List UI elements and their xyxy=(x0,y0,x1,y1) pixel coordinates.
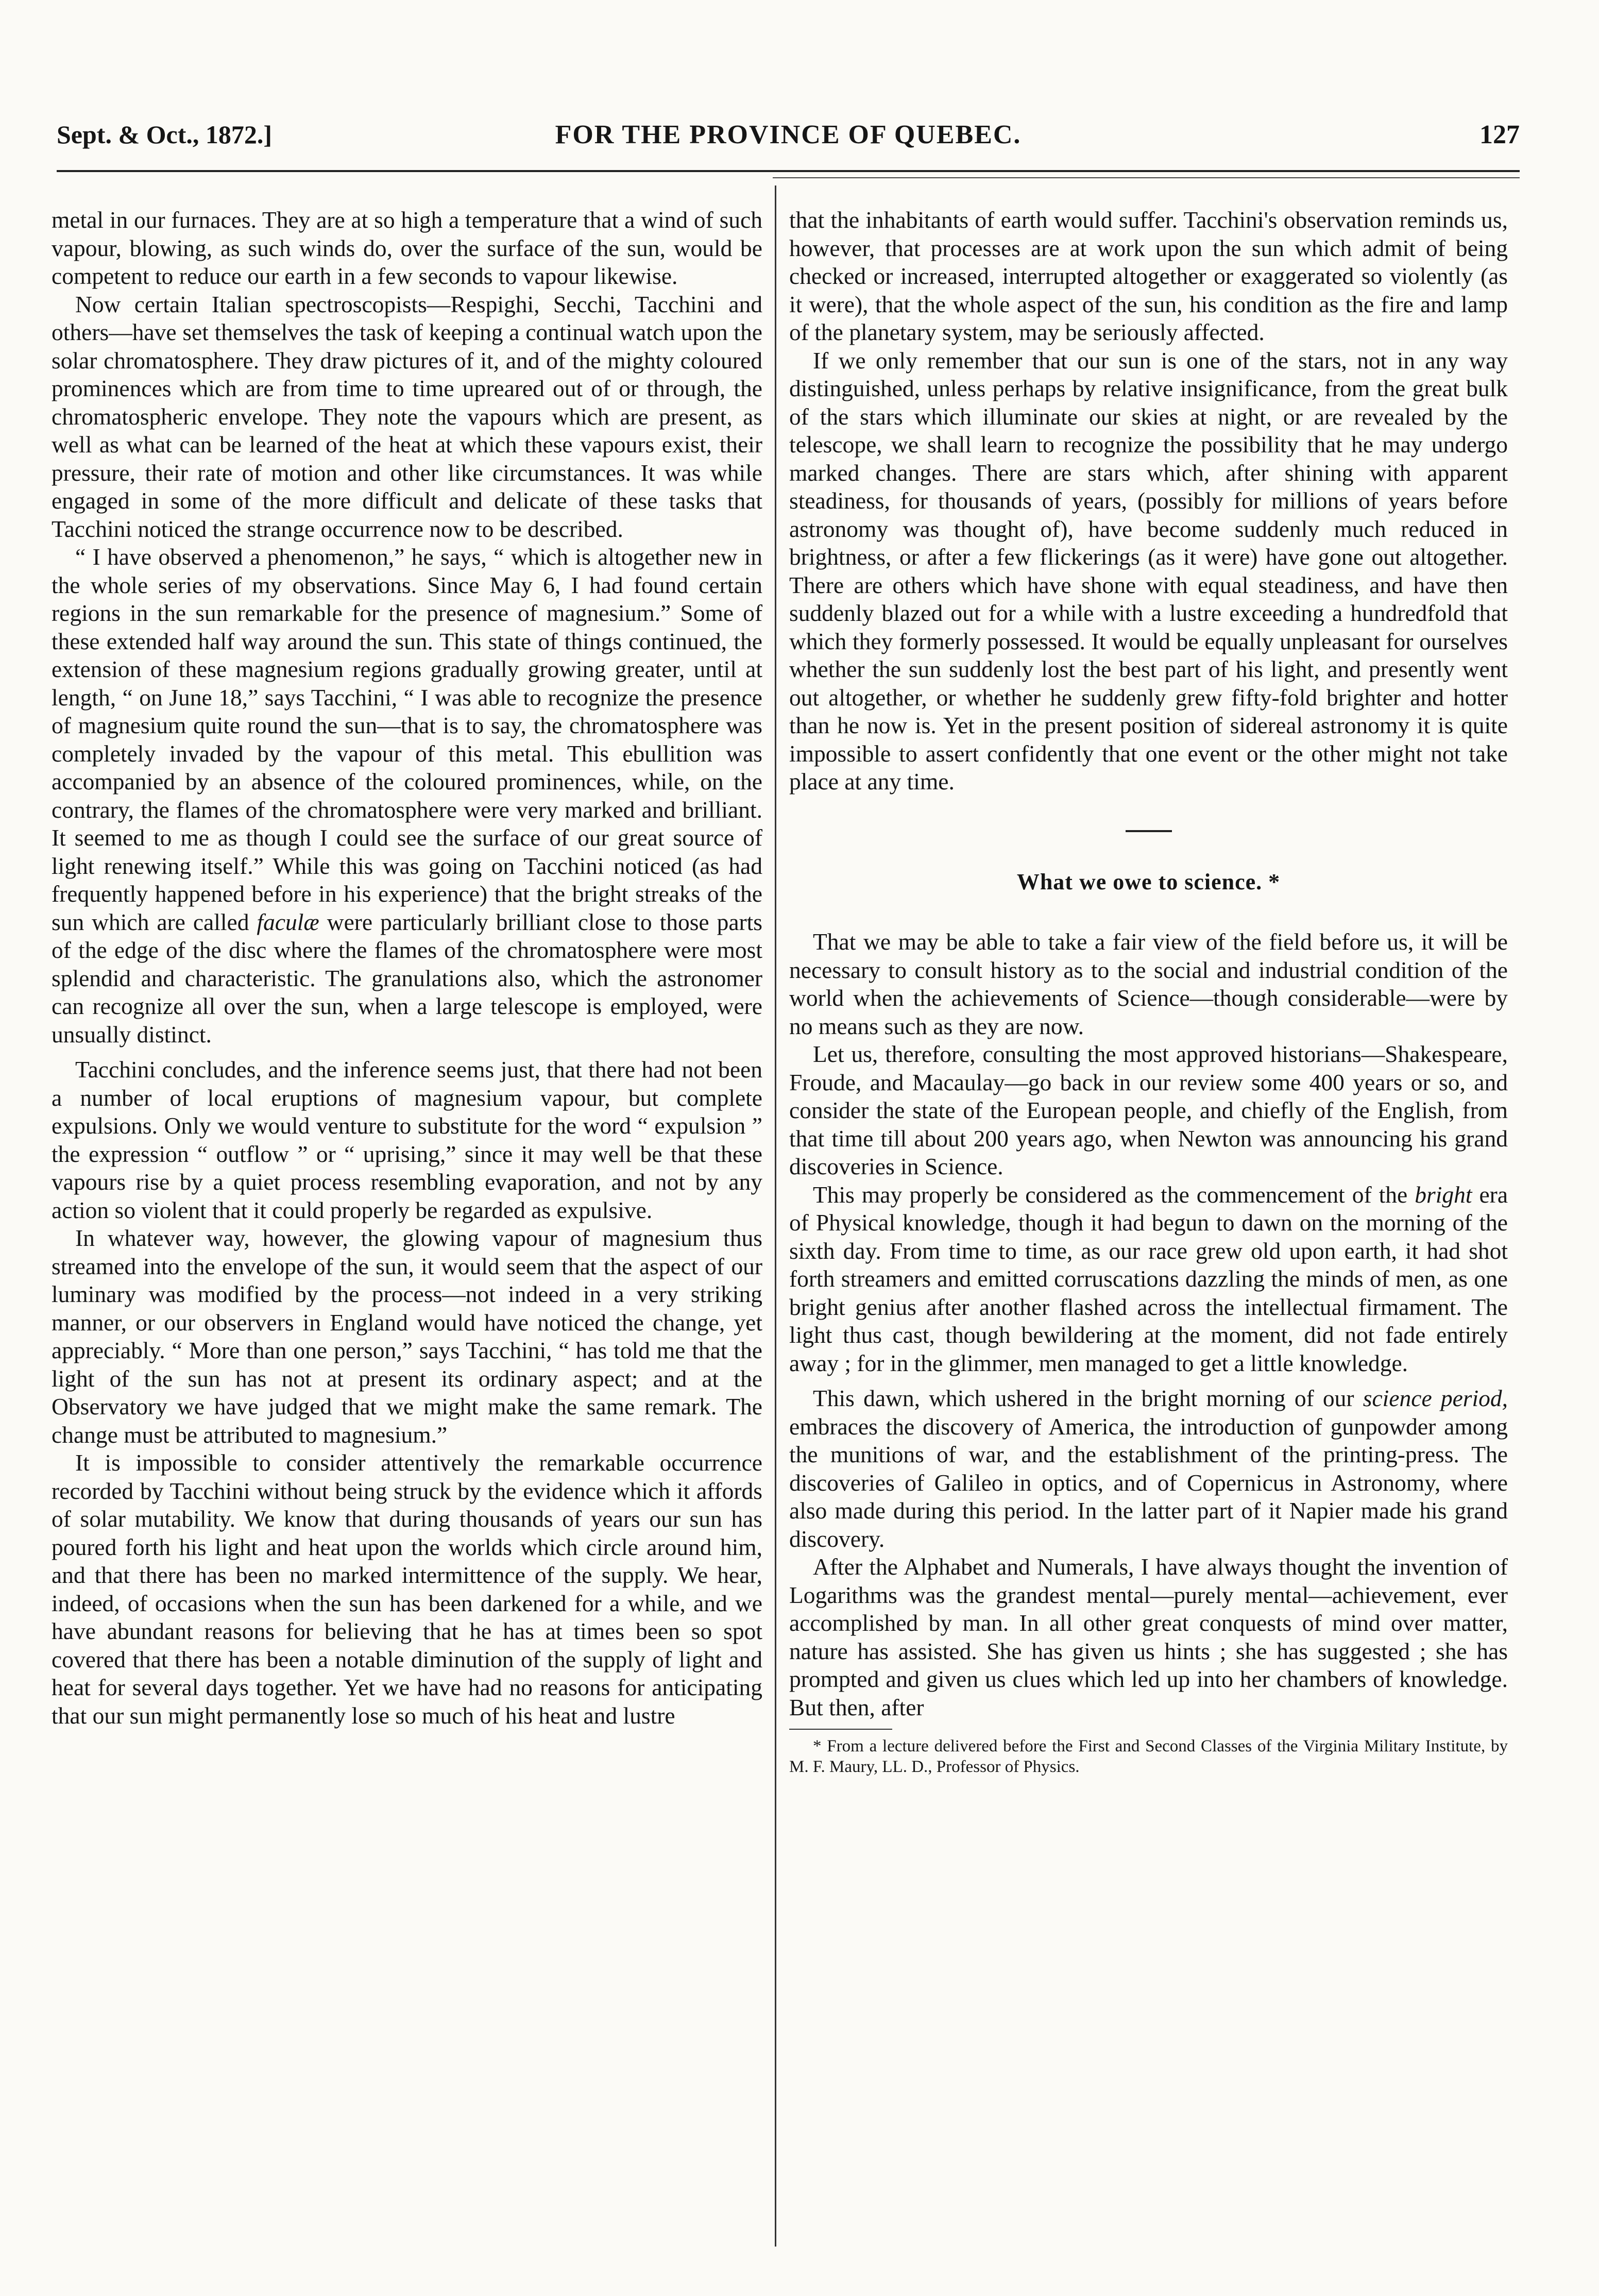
paragraph: Now certain Italian spectroscopists—Respighi, Secchi, Tacchini and others—have set themselves the task of keeping a continual watch upon the solar chromatosphere. They draw pictures of it, and of the mighty coloured prominences which are from time to time upreared out of or through, the chromatospheric envelope. They note the vapours which are present, as well as what can be learned of the heat at which these vapours exist, their pressure, their rate of motion and other like circumstances. It was while engaged in some of the more difficult and delicate of these tasks that Tacchini noticed the strange occurrence now to be described. xyxy=(52,291,762,542)
section-title: What we owe to science. * xyxy=(1016,869,1281,894)
header-rule xyxy=(57,170,1520,172)
paragraph: That we may be able to take a fair view of the field before us, it will be necessary to consult history as to the social and industrial condition of the world when the achievements of Science—though considerable—were by no means such as they are now. xyxy=(789,928,1508,1039)
paragraph-text: were particularly brilliant close to those parts of the edge of the disc where the flames of the chromatosphere were most splendid and characteristic. The granulations also, which the astronomer can recognize all over the sun, when a large telescope is employed, were unsually distinct. xyxy=(52,908,763,1048)
paragraph-text: embraces the discovery of America, the introduction of gunpowder among the munitions of war, and the establishment of the printing-press. The discoveries of Galileo in optics, and of Copernicus in Astronomy, where also made during this period. In the latter part of it Napier made his grand discovery. xyxy=(789,1413,1508,1552)
paragraph: After the Alphabet and Numerals, I have always thought the invention of Logarithms was the grandest mental—purely mental—achievement, ever accomplished by man. In all other great conquests of mind over matter, nature has assisted. She has given us hints ; she has suggested ; she has prompted and given us clues which led up into her chambers of knowledge. But then, after xyxy=(789,1554,1508,1720)
paragraph: metal in our furnaces. They are at so high a temperature that a wind of such vapour, blowing, as such winds do, over the surface of the sun, would be competent to reduce our earth in a few seconds to vapour likewise. xyxy=(52,207,762,289)
header-title: FOR THE PROVINCE OF QUEBEC. xyxy=(555,120,1022,149)
running-head xyxy=(57,120,1520,156)
paragraph: Let us, therefore, consulting the most approved historians—Shakespeare, Froude, and Macaulay—go back in our review some 400 years or so, and consider the state of the European people, and chiefly of the English, from that time till about 200 years ago, when Newton was announcing his grand discoveries in Science. xyxy=(789,1041,1508,1179)
italic-term: bright xyxy=(1415,1181,1472,1208)
section-separator xyxy=(1126,830,1172,832)
footnote-rule xyxy=(789,1729,892,1730)
paragraph xyxy=(789,1181,1508,1378)
paragraph-text: of Physical knowledge, though it had begun to dawn on the morning of the sixth day. From time to time, as our race grew old upon earth, it had shot forth streamers and emitted corruscations dazzling the minds of men, as one bright genius after another flashed across the intellectual firmament. The light thus cast, though bewildering at the moment, did not fade entirely away ; for in the glimmer, men managed to get a little knowledge. xyxy=(789,1209,1508,1376)
italic-term: science period, xyxy=(1363,1385,1508,1411)
italic-term: faculæ xyxy=(257,908,319,935)
paragraph-text: era xyxy=(1479,1181,1508,1208)
paragraph-text: “ I have observed a phenomenon,” he says, “ which is altogether new in the whole series of my observations. Since May 6, I had found certain regions in the sun remarkable for the presence of magnesium.” Some of these extended half way around the sun. This state of things continued, the extension of these magnesium regions gradually growing greater, until at length, “ on June 18,” says Tacchini, “ I was able to recognize the presence of magnesium quite round the sun—that is to say, the chromatosphere was completely invaded by the vapour of this metal. This ebullition was accompanied by an absence of the coloured prominences, while, on the contrary, the flames of the chromatosphere were very marked and brilliant. It seemed to me as though I could see the surface of our great source of light renewing itself.” While this was going on Tacchini noticed (as had frequently happened before in his experience) that the bright streaks of the sun which are called xyxy=(52,544,762,935)
paragraph-text: This dawn, which ushered in the bright morning of our xyxy=(813,1385,1354,1411)
paragraph: In whatever way, however, the glowing vapour of magnesium thus streamed into the envelope of the sun, it would seem that the aspect of our luminary was modified by the process—not indeed in a very striking manner, or our observers in England would have noticed the change, yet appreciably. “ More than one person,” says Tacchini, “ has told me that the light of the sun has not at present its ordinary aspect; and at the Observatory we have judged that we might make the same remark. The change must be attributed to magnesium.” xyxy=(52,1225,762,1448)
paragraph: It is impossible to consider attentively the remarkable occurrence recorded by Tacchini without being struck by the evidence which it affords of solar mutability. We know that during thousands of years our sun has poured forth his light and heat upon the worlds which circle around him, and that there has been no marked intermittence of the supply. We hear, indeed, of occasions when the sun has been darkened for a while, and we have abundant reasons for believing that he has at times been so spot covered that there has been a notable diminution of the supply of light and heat for several days together. Yet we have had no reasons for anticipating that our sun might permanently lose so much of his heat and lustre xyxy=(52,1449,762,1729)
paragraph xyxy=(789,1385,1508,1553)
paragraph-text: This may properly be considered as the commencement of the xyxy=(813,1181,1408,1208)
paragraph: Tacchini concludes, and the inference seems just, that there had not been a number of local eruptions of magnesium vapour, but complete expulsions. Only we would venture to substitute for the word “ expulsion ” the expression “ outflow ” or “ uprising,” since it may well be that these vapours rise by a quiet process resembling evaporation, and not by any action so violent that it could properly be regarded as expulsive. xyxy=(52,1056,762,1223)
header-date: Sept. & Oct., 1872.] xyxy=(57,120,272,149)
header-rule-secondary xyxy=(773,177,1520,178)
right-column xyxy=(789,206,1508,1777)
paragraph: that the inhabitants of earth would suffer. Tacchini's observation reminds us, however, that processes are at work upon the sun which admit of being checked or increased, interrupted altogether or exaggerated so violently (as it were), that the whole aspect of the sun, his condition as the fire and lamp of the planetary system, may be seriously affected. xyxy=(789,207,1508,345)
page-number: 127 xyxy=(1479,120,1520,149)
paragraph xyxy=(52,543,762,1049)
paragraph: If we only remember that our sun is one of the stars, not in any way distinguished, unless perhaps by relative insignificance, from the great bulk of the stars which illuminate our skies at night, or are revealed by the telescope, we shall learn to recognize the possibility that he may undergo marked changes. There are stars which, after shining with apparent steadiness, for thousands of years, (possibly for millions of years before astronomy was thought of), have become suddenly much reduced in brightness, or after a few flickerings (as it were) have gone out altogether. There are others which have shone with equal steadiness, and have then suddenly blazed out for a while with a lustre exceeding a hundredfold that which they formerly possessed. It would be equally unpleasant for ourselves whether the sun suddenly lost the best part of his light, and presently went out altogether, or whether he suddenly grew fifty-fold brighter and hotter than he now is. Yet in the present position of sidereal astronomy it is quite impossible to assert confidently that one event or the other might not take place at any time. xyxy=(789,347,1508,795)
left-column xyxy=(52,206,762,1730)
column-rule xyxy=(775,185,776,2247)
footnote: * From a lecture delivered before the First and Second Classes of the Virginia Military Institute, by M. F. Maury, LL. D., Professor of Physics. xyxy=(789,1737,1508,1776)
